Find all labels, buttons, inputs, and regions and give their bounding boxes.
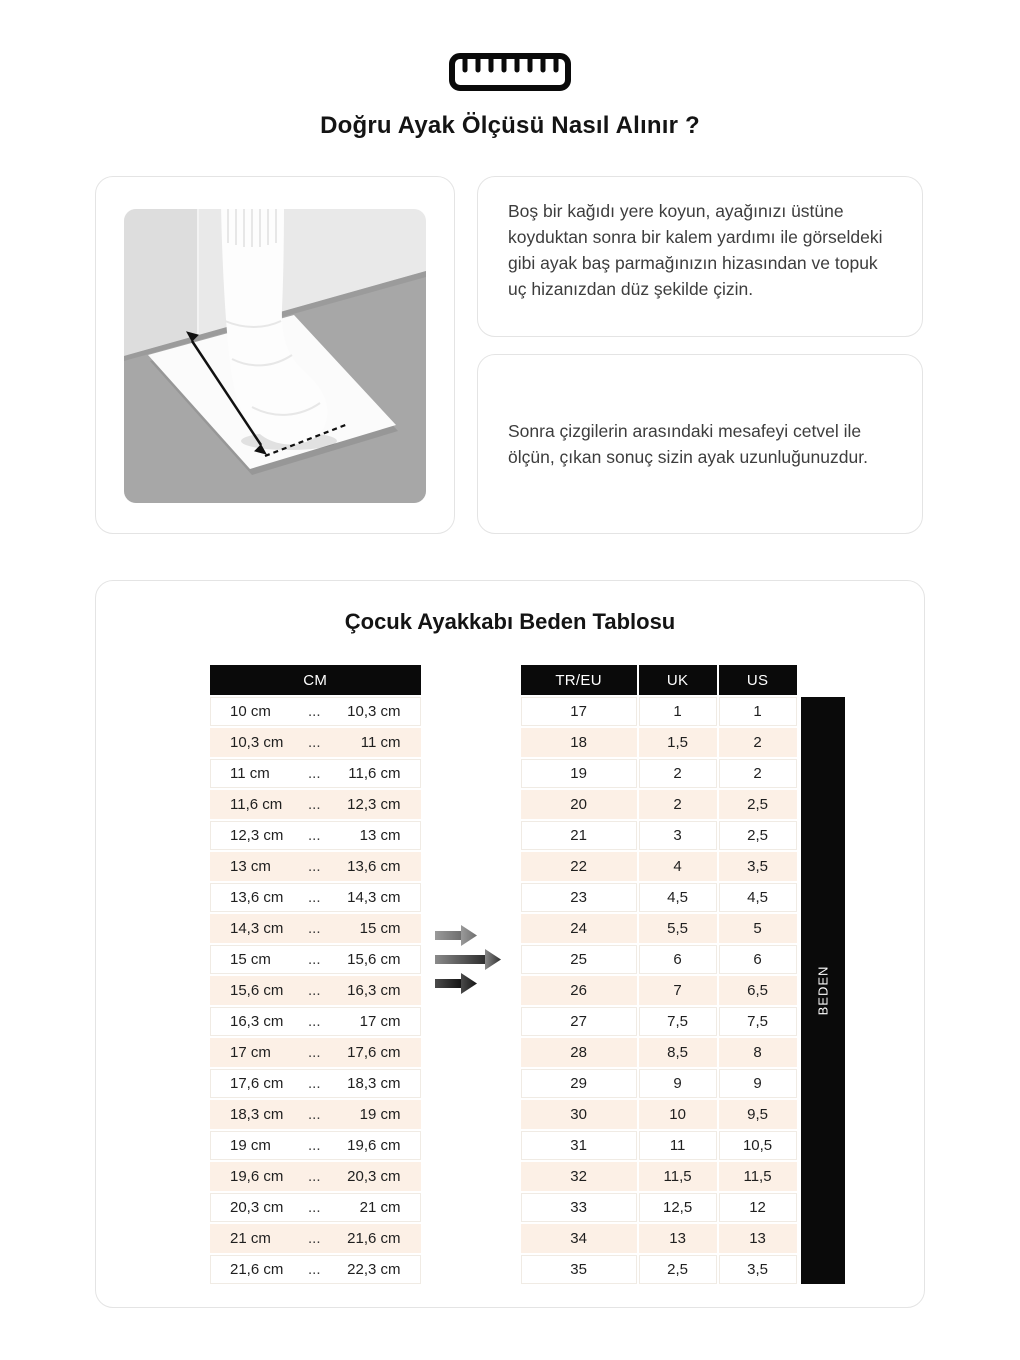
- cm-range-cell: [210, 1038, 421, 1067]
- cm-from-value: 13 cm: [230, 858, 271, 875]
- size-cell: 32: [521, 1162, 637, 1191]
- size-cell: 4: [639, 852, 717, 881]
- cm-from-value: 15 cm: [230, 951, 271, 968]
- size-cell: 6: [719, 945, 797, 974]
- cm-from-value: 17 cm: [230, 1044, 271, 1061]
- size-cell: 2: [639, 790, 717, 819]
- size-cell: 13: [639, 1224, 717, 1253]
- cm-from-value: 10,3 cm: [230, 734, 284, 751]
- cm-table-row: [210, 821, 421, 850]
- size-cell: 6,5: [719, 976, 797, 1005]
- size-table-row: [521, 790, 797, 819]
- size-cell: 5: [719, 914, 797, 943]
- cm-range-cell: [210, 1069, 421, 1098]
- size-cell: 9,5: [719, 1100, 797, 1129]
- cm-from-value: 17,6 cm: [230, 1075, 284, 1092]
- size-cell: 23: [521, 883, 637, 912]
- instruction-step-1: [477, 176, 923, 337]
- size-cell: 1,5: [639, 728, 717, 757]
- cm-from-value: 19,6 cm: [230, 1168, 284, 1185]
- size-cell: 4,5: [719, 883, 797, 912]
- cm-from-value: 13,6 cm: [230, 889, 284, 906]
- size-cell: 8: [719, 1038, 797, 1067]
- size-table-header-row: [521, 665, 797, 695]
- size-table-header-treu: TR/EU: [521, 665, 637, 695]
- cm-range-cell: [210, 1193, 421, 1222]
- cm-range-dots: ...: [308, 1137, 321, 1154]
- size-table-row: [521, 1255, 797, 1284]
- size-table-row: [521, 1038, 797, 1067]
- page-title: Doğru Ayak Ölçüsü Nasıl Alınır ?: [320, 112, 700, 139]
- cm-table-row: [210, 790, 421, 819]
- size-table-row: [521, 883, 797, 912]
- cm-table-row: [210, 1069, 421, 1098]
- size-cell: 34: [521, 1224, 637, 1253]
- size-table-body: [521, 697, 797, 1284]
- size-cell: 31: [521, 1131, 637, 1160]
- cm-to-value: 18,3 cm: [347, 1075, 401, 1092]
- cm-range-cell: [210, 1255, 421, 1284]
- size-tables-row: [208, 663, 924, 1286]
- size-table-header-us: US: [719, 665, 797, 695]
- size-cell: 8,5: [639, 1038, 717, 1067]
- cm-from-value: 10 cm: [230, 703, 271, 720]
- size-cell: 30: [521, 1100, 637, 1129]
- measurement-guide-section: [95, 176, 925, 534]
- size-cell: 11,5: [639, 1162, 717, 1191]
- size-cell: 12: [719, 1193, 797, 1222]
- cm-range-dots: ...: [308, 889, 321, 906]
- size-cell: 26: [521, 976, 637, 1005]
- size-cell: 4,5: [639, 883, 717, 912]
- cm-range-cell: [210, 1100, 421, 1129]
- foot-photo-card: [95, 176, 455, 534]
- size-cell: 18: [521, 728, 637, 757]
- size-cell: 1: [719, 697, 797, 726]
- size-cell: 27: [521, 1007, 637, 1036]
- cm-range-cell: [210, 1162, 421, 1191]
- size-table-row: [521, 728, 797, 757]
- size-table-row: [521, 1162, 797, 1191]
- size-cell: 7: [639, 976, 717, 1005]
- size-table-row: [521, 945, 797, 974]
- cm-table-row: [210, 1038, 421, 1067]
- ruler-icon: [448, 52, 572, 92]
- cm-table-row: [210, 1131, 421, 1160]
- size-cell: 21: [521, 821, 637, 850]
- size-conversion-table: [519, 663, 799, 1286]
- size-table-card: [95, 580, 925, 1308]
- cm-table-row: [210, 1193, 421, 1222]
- cm-range-dots: ...: [308, 1106, 321, 1123]
- cm-table-row: [210, 759, 421, 788]
- size-table-row: [521, 852, 797, 881]
- size-cell: 2: [719, 759, 797, 788]
- cm-range-dots: ...: [308, 703, 321, 720]
- cm-table: [208, 663, 423, 1286]
- cm-to-value: 19,6 cm: [347, 1137, 401, 1154]
- size-cell: 3,5: [719, 1255, 797, 1284]
- size-cell: 5,5: [639, 914, 717, 943]
- size-cell: 29: [521, 1069, 637, 1098]
- size-cell: 2,5: [639, 1255, 717, 1284]
- cm-range-dots: ...: [308, 1168, 321, 1185]
- size-table-row: [521, 1224, 797, 1253]
- size-cell: 10,5: [719, 1131, 797, 1160]
- cm-range-cell: [210, 790, 421, 819]
- cm-table-row: [210, 883, 421, 912]
- cm-table-row: [210, 1007, 421, 1036]
- cm-to-value: 11 cm: [360, 734, 401, 751]
- size-table-row: [521, 697, 797, 726]
- cm-range-dots: ...: [308, 765, 321, 782]
- cm-range-cell: [210, 759, 421, 788]
- size-cell: 28: [521, 1038, 637, 1067]
- size-table-row: [521, 1100, 797, 1129]
- cm-range-dots: ...: [308, 920, 321, 937]
- cm-table-body: [210, 697, 421, 1284]
- size-table-row: [521, 976, 797, 1005]
- cm-range-cell: [210, 852, 421, 881]
- size-cell: 22: [521, 852, 637, 881]
- cm-to-value: 15 cm: [359, 920, 401, 937]
- size-table-header-uk: UK: [639, 665, 717, 695]
- size-table-row: [521, 759, 797, 788]
- size-cell: 20: [521, 790, 637, 819]
- size-cell: 17: [521, 697, 637, 726]
- cm-table-row: [210, 697, 421, 726]
- size-cell: 2,5: [719, 790, 797, 819]
- size-cell: 24: [521, 914, 637, 943]
- cm-range-cell: [210, 821, 421, 850]
- cm-to-value: 13,6 cm: [347, 858, 401, 875]
- cm-range-dots: ...: [308, 1230, 321, 1247]
- beden-sidebar: [801, 697, 845, 1284]
- cm-from-value: 15,6 cm: [230, 982, 284, 999]
- cm-from-value: 11 cm: [230, 765, 270, 782]
- instruction-step-2-text: Sonra çizgilerin arasındaki mesafeyi cetvel ile ölçün, çıkan sonuç sizin ayak uzunluğunuzdur.: [508, 421, 868, 467]
- size-cell: 13: [719, 1224, 797, 1253]
- size-table-row: [521, 1131, 797, 1160]
- cm-to-value: 19 cm: [359, 1106, 401, 1123]
- cm-to-value: 14,3 cm: [347, 889, 401, 906]
- transfer-arrows-icon: [433, 923, 509, 995]
- cm-from-value: 14,3 cm: [230, 920, 284, 937]
- cm-table-row: [210, 976, 421, 1005]
- cm-to-value: 10,3 cm: [347, 703, 401, 720]
- size-cell: 2: [639, 759, 717, 788]
- cm-table-row: [210, 914, 421, 943]
- cm-to-value: 12,3 cm: [347, 796, 401, 813]
- size-cell: 6: [639, 945, 717, 974]
- cm-to-value: 21,6 cm: [347, 1230, 401, 1247]
- cm-range-dots: ...: [308, 1261, 321, 1278]
- instruction-step-1-text: Boş bir kağıdı yere koyun, ayağınızı üstüne koyduktan sonra bir kalem yardımı ile görseldeki gibi ayak baş parmağınızın hizasından ve topuk uç hizanızdan düz şekilde çizin.: [508, 201, 883, 299]
- size-cell: 2,5: [719, 821, 797, 850]
- cm-range-dots: ...: [308, 982, 321, 999]
- foot-measurement-photo: [124, 209, 426, 503]
- size-table-row: [521, 1193, 797, 1222]
- cm-range-dots: ...: [308, 1013, 321, 1030]
- size-cell: 9: [639, 1069, 717, 1098]
- cm-from-value: 21 cm: [230, 1230, 271, 1247]
- cm-range-dots: ...: [308, 827, 321, 844]
- cm-range-cell: [210, 697, 421, 726]
- cm-to-value: 21 cm: [359, 1199, 401, 1216]
- cm-table-header: CM: [210, 665, 421, 695]
- cm-from-value: 16,3 cm: [230, 1013, 284, 1030]
- size-cell: 35: [521, 1255, 637, 1284]
- cm-range-cell: [210, 1007, 421, 1036]
- cm-range-dots: ...: [308, 1075, 321, 1092]
- size-cell: 7,5: [719, 1007, 797, 1036]
- size-cell: 19: [521, 759, 637, 788]
- cm-range-cell: [210, 728, 421, 757]
- size-table-row: [521, 821, 797, 850]
- size-cell: 3: [639, 821, 717, 850]
- cm-range-dots: ...: [308, 1199, 321, 1216]
- size-cell: 3,5: [719, 852, 797, 881]
- cm-range-cell: [210, 1224, 421, 1253]
- cm-table-row: [210, 852, 421, 881]
- cm-to-value: 17,6 cm: [347, 1044, 401, 1061]
- cm-range-cell: [210, 1131, 421, 1160]
- cm-table-row: [210, 1100, 421, 1129]
- cm-table-row: [210, 728, 421, 757]
- conversion-arrows: [423, 663, 519, 995]
- cm-from-value: 21,6 cm: [230, 1261, 284, 1278]
- cm-range-cell: [210, 976, 421, 1005]
- size-cell: 9: [719, 1069, 797, 1098]
- guide-text-column: [477, 176, 923, 534]
- cm-from-value: 20,3 cm: [230, 1199, 284, 1216]
- cm-from-value: 11,6 cm: [230, 796, 283, 813]
- size-table-row: [521, 1069, 797, 1098]
- size-cell: 1: [639, 697, 717, 726]
- cm-table-row: [210, 1224, 421, 1253]
- size-table-title: Çocuk Ayakkabı Beden Tablosu: [344, 609, 676, 634]
- size-cell: 25: [521, 945, 637, 974]
- page-header: [0, 0, 1020, 140]
- cm-range-cell: [210, 914, 421, 943]
- cm-range-dots: ...: [308, 858, 321, 875]
- cm-table-row: [210, 1255, 421, 1284]
- cm-table-row: [210, 945, 421, 974]
- size-cell: 11,5: [719, 1162, 797, 1191]
- cm-to-value: 15,6 cm: [347, 951, 401, 968]
- size-cell: 33: [521, 1193, 637, 1222]
- size-table-row: [521, 1007, 797, 1036]
- cm-from-value: 12,3 cm: [230, 827, 284, 844]
- cm-to-value: 11,6 cm: [348, 765, 401, 782]
- instruction-step-2: [477, 354, 923, 534]
- size-cell: 2: [719, 728, 797, 757]
- size-cell: 10: [639, 1100, 717, 1129]
- cm-range-dots: ...: [308, 796, 321, 813]
- cm-to-value: 17 cm: [359, 1013, 401, 1030]
- cm-range-cell: [210, 883, 421, 912]
- cm-from-value: 19 cm: [230, 1137, 271, 1154]
- size-cell: 11: [639, 1131, 717, 1160]
- cm-to-value: 16,3 cm: [347, 982, 401, 999]
- size-table-row: [521, 914, 797, 943]
- cm-range-dots: ...: [308, 734, 321, 751]
- cm-range-dots: ...: [308, 951, 321, 968]
- cm-table-row: [210, 1162, 421, 1191]
- size-cell: 7,5: [639, 1007, 717, 1036]
- cm-range-cell: [210, 945, 421, 974]
- cm-range-dots: ...: [308, 1044, 321, 1061]
- cm-to-value: 13 cm: [359, 827, 401, 844]
- beden-label: BEDEN: [815, 965, 831, 1016]
- cm-to-value: 20,3 cm: [347, 1168, 401, 1185]
- size-cell: 12,5: [639, 1193, 717, 1222]
- cm-from-value: 18,3 cm: [230, 1106, 284, 1123]
- cm-to-value: 22,3 cm: [347, 1261, 401, 1278]
